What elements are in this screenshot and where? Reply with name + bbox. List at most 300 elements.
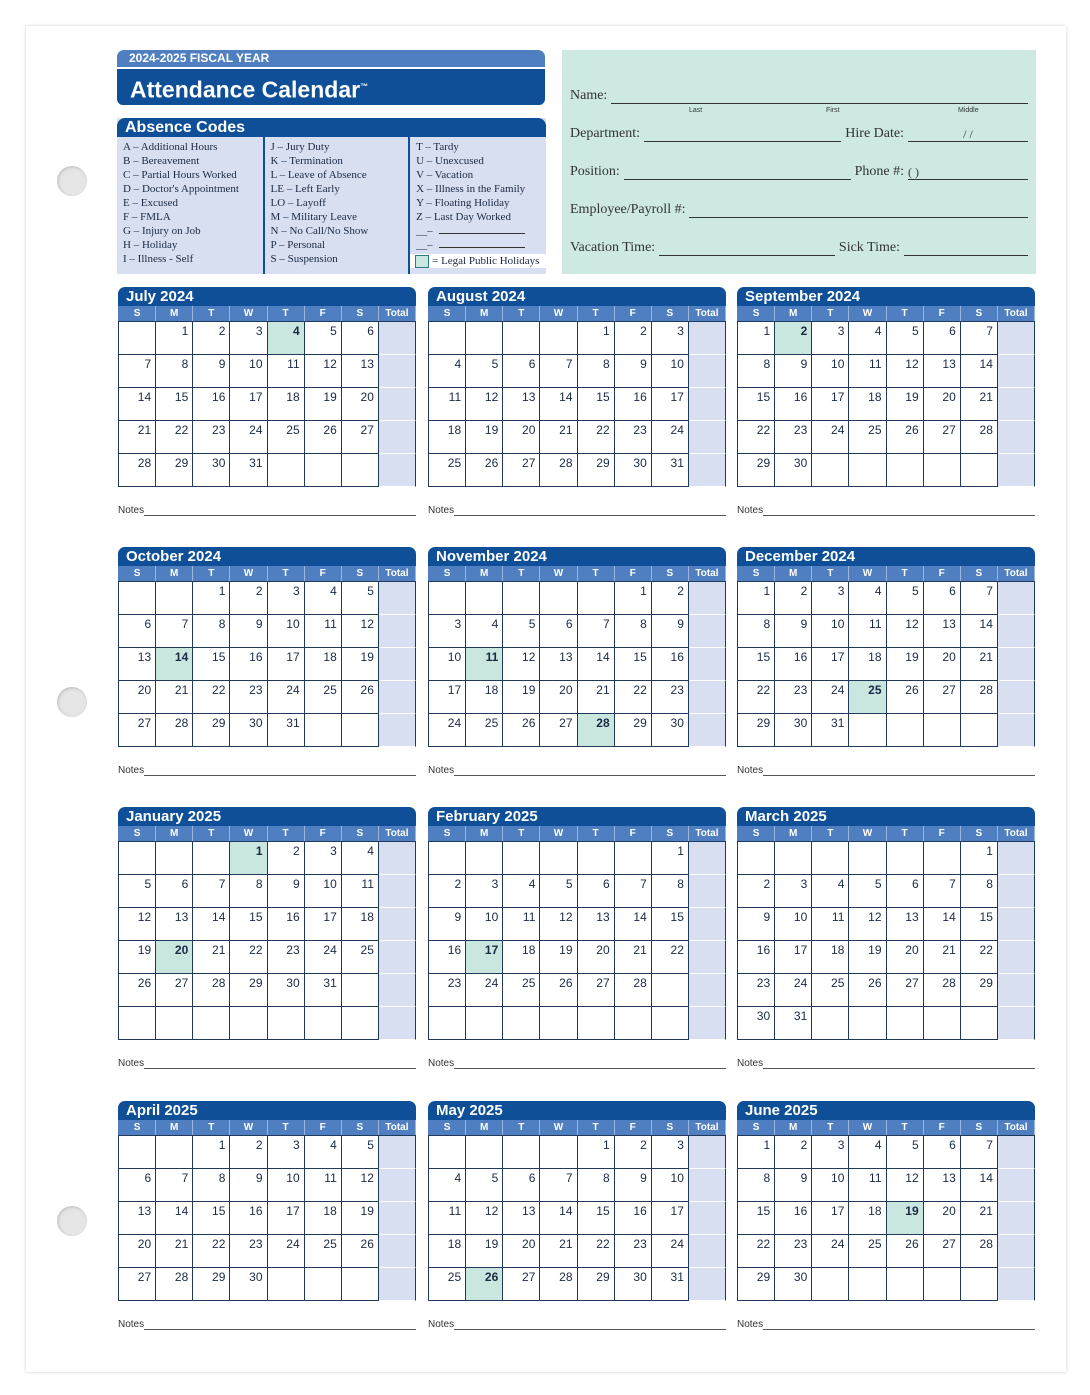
day-cell[interactable]: 16 [775,1202,812,1235]
day-cell[interactable]: 19 [540,941,577,974]
week-total-cell[interactable] [689,648,726,681]
position-field[interactable] [624,165,851,180]
day-cell[interactable]: 27 [503,454,540,487]
day-cell[interactable]: 22 [156,421,193,454]
day-cell[interactable]: 22 [738,681,775,714]
day-cell[interactable]: 25 [849,1235,886,1268]
empty-cell[interactable] [119,582,156,615]
empty-cell[interactable] [268,1268,305,1301]
day-cell[interactable]: 11 [849,615,886,648]
day-cell[interactable]: 30 [615,1268,652,1301]
day-cell[interactable]: 17 [429,681,466,714]
notes-line[interactable] [428,1319,726,1330]
day-cell[interactable]: 29 [578,454,615,487]
empty-cell[interactable] [342,974,379,1007]
day-cell[interactable]: 11 [305,1169,342,1202]
week-total-cell[interactable] [379,388,416,421]
day-cell[interactable]: 5 [305,322,342,355]
day-cell[interactable]: 23 [230,681,267,714]
holiday-day-cell[interactable]: 1 [230,842,267,875]
day-cell[interactable]: 20 [119,681,156,714]
empty-cell[interactable] [342,454,379,487]
day-cell[interactable]: 12 [119,908,156,941]
day-cell[interactable]: 7 [615,875,652,908]
day-cell[interactable]: 16 [738,941,775,974]
day-cell[interactable]: 3 [812,582,849,615]
day-cell[interactable]: 15 [738,1202,775,1235]
day-cell[interactable]: 13 [119,648,156,681]
day-cell[interactable]: 6 [924,1136,961,1169]
week-total-cell[interactable] [998,875,1035,908]
day-cell[interactable]: 31 [652,454,689,487]
day-cell[interactable]: 7 [924,875,961,908]
empty-cell[interactable] [466,1007,503,1040]
day-cell[interactable]: 26 [540,974,577,1007]
day-cell[interactable]: 13 [503,1202,540,1235]
day-cell[interactable]: 5 [503,615,540,648]
week-total-cell[interactable] [379,322,416,355]
week-total-cell[interactable] [998,454,1035,487]
week-total-cell[interactable] [379,421,416,454]
week-total-cell[interactable] [998,421,1035,454]
hire-date-field[interactable]: / / [908,127,1028,142]
empty-cell[interactable] [119,1136,156,1169]
day-cell[interactable]: 16 [615,1202,652,1235]
week-total-cell[interactable] [689,1169,726,1202]
day-cell[interactable]: 1 [652,842,689,875]
week-total-cell[interactable] [689,1268,726,1301]
week-total-cell[interactable] [998,1202,1035,1235]
day-cell[interactable]: 29 [738,714,775,747]
notes-line[interactable] [737,1058,1035,1069]
day-cell[interactable]: 31 [268,714,305,747]
empty-cell[interactable] [429,1007,466,1040]
notes-line[interactable] [118,1319,416,1330]
day-cell[interactable]: 27 [540,714,577,747]
day-cell[interactable]: 18 [812,941,849,974]
empty-cell[interactable] [615,1007,652,1040]
day-cell[interactable]: 10 [230,355,267,388]
day-cell[interactable]: 30 [775,454,812,487]
empty-cell[interactable] [738,842,775,875]
day-cell[interactable]: 28 [193,974,230,1007]
day-cell[interactable]: 17 [775,941,812,974]
day-cell[interactable]: 25 [268,421,305,454]
empty-cell[interactable] [652,974,689,1007]
day-cell[interactable]: 8 [652,875,689,908]
week-total-cell[interactable] [998,648,1035,681]
day-cell[interactable]: 14 [119,388,156,421]
week-total-cell[interactable] [689,908,726,941]
day-cell[interactable]: 10 [305,875,342,908]
day-cell[interactable]: 13 [503,388,540,421]
phone-field[interactable]: ( ) [908,165,1028,180]
week-total-cell[interactable] [379,615,416,648]
day-cell[interactable]: 28 [924,974,961,1007]
day-cell[interactable]: 14 [578,648,615,681]
day-cell[interactable]: 28 [119,454,156,487]
day-cell[interactable]: 20 [503,1235,540,1268]
day-cell[interactable]: 1 [156,322,193,355]
day-cell[interactable]: 18 [342,908,379,941]
day-cell[interactable]: 2 [429,875,466,908]
day-cell[interactable]: 18 [429,1235,466,1268]
empty-cell[interactable] [849,842,886,875]
day-cell[interactable]: 19 [342,1202,379,1235]
week-total-cell[interactable] [689,615,726,648]
week-total-cell[interactable] [689,714,726,747]
day-cell[interactable]: 26 [305,421,342,454]
empty-cell[interactable] [540,582,577,615]
empty-cell[interactable] [503,842,540,875]
day-cell[interactable]: 6 [119,1169,156,1202]
empty-cell[interactable] [961,454,998,487]
day-cell[interactable]: 9 [193,355,230,388]
day-cell[interactable]: 21 [924,941,961,974]
day-cell[interactable]: 27 [342,421,379,454]
day-cell[interactable]: 20 [887,941,924,974]
day-cell[interactable]: 20 [503,421,540,454]
notes-field[interactable] [763,765,1035,776]
day-cell[interactable]: 3 [812,322,849,355]
day-cell[interactable]: 6 [503,1169,540,1202]
notes-line[interactable] [737,765,1035,776]
day-cell[interactable]: 18 [503,941,540,974]
holiday-day-cell[interactable]: 14 [156,648,193,681]
empty-cell[interactable] [578,582,615,615]
day-cell[interactable]: 21 [193,941,230,974]
day-cell[interactable]: 31 [230,454,267,487]
empty-cell[interactable] [924,842,961,875]
day-cell[interactable]: 26 [887,681,924,714]
day-cell[interactable]: 4 [812,875,849,908]
notes-field[interactable] [144,505,416,516]
day-cell[interactable]: 27 [503,1268,540,1301]
day-cell[interactable]: 28 [961,421,998,454]
day-cell[interactable]: 25 [342,941,379,974]
day-cell[interactable]: 29 [961,974,998,1007]
day-cell[interactable]: 19 [849,941,886,974]
week-total-cell[interactable] [689,355,726,388]
day-cell[interactable]: 10 [652,355,689,388]
empty-cell[interactable] [849,714,886,747]
day-cell[interactable]: 13 [924,615,961,648]
empty-cell[interactable] [305,1268,342,1301]
empty-cell[interactable] [466,322,503,355]
day-cell[interactable]: 14 [540,388,577,421]
day-cell[interactable]: 23 [193,421,230,454]
week-total-cell[interactable] [998,908,1035,941]
day-cell[interactable]: 15 [578,388,615,421]
week-total-cell[interactable] [998,941,1035,974]
day-cell[interactable]: 12 [466,1202,503,1235]
day-cell[interactable]: 23 [775,421,812,454]
day-cell[interactable]: 2 [775,582,812,615]
week-total-cell[interactable] [689,421,726,454]
day-cell[interactable]: 12 [342,1169,379,1202]
day-cell[interactable]: 27 [156,974,193,1007]
day-cell[interactable]: 6 [924,582,961,615]
notes-field[interactable] [454,1319,726,1330]
day-cell[interactable]: 17 [812,648,849,681]
day-cell[interactable]: 31 [775,1007,812,1040]
custom-code-blank[interactable] [416,238,546,252]
day-cell[interactable]: 15 [615,648,652,681]
day-cell[interactable]: 7 [540,1169,577,1202]
empty-cell[interactable] [193,1007,230,1040]
day-cell[interactable]: 27 [119,714,156,747]
holiday-day-cell[interactable]: 28 [578,714,615,747]
day-cell[interactable]: 24 [775,974,812,1007]
day-cell[interactable]: 3 [429,615,466,648]
day-cell[interactable]: 3 [305,842,342,875]
day-cell[interactable]: 1 [578,322,615,355]
week-total-cell[interactable] [689,974,726,1007]
name-field[interactable] [611,89,1028,104]
day-cell[interactable]: 21 [540,1235,577,1268]
day-cell[interactable]: 29 [156,454,193,487]
day-cell[interactable]: 7 [119,355,156,388]
empty-cell[interactable] [812,454,849,487]
day-cell[interactable]: 1 [193,582,230,615]
empty-cell[interactable] [429,582,466,615]
day-cell[interactable]: 8 [738,1169,775,1202]
day-cell[interactable]: 5 [887,322,924,355]
holiday-day-cell[interactable]: 11 [466,648,503,681]
notes-field[interactable] [763,505,1035,516]
holiday-day-cell[interactable]: 25 [849,681,886,714]
notes-field[interactable] [763,1058,1035,1069]
day-cell[interactable]: 22 [961,941,998,974]
day-cell[interactable]: 6 [119,615,156,648]
day-cell[interactable]: 9 [615,1169,652,1202]
day-cell[interactable]: 14 [540,1202,577,1235]
week-total-cell[interactable] [379,681,416,714]
empty-cell[interactable] [924,714,961,747]
week-total-cell[interactable] [379,974,416,1007]
week-total-cell[interactable] [689,1136,726,1169]
day-cell[interactable]: 17 [230,388,267,421]
day-cell[interactable]: 27 [924,1235,961,1268]
day-cell[interactable]: 10 [268,615,305,648]
vacation-field[interactable] [659,241,835,256]
day-cell[interactable]: 2 [615,1136,652,1169]
day-cell[interactable]: 21 [119,421,156,454]
day-cell[interactable]: 15 [738,648,775,681]
day-cell[interactable]: 20 [578,941,615,974]
day-cell[interactable]: 18 [268,388,305,421]
day-cell[interactable]: 24 [812,1235,849,1268]
day-cell[interactable]: 23 [775,1235,812,1268]
day-cell[interactable]: 14 [961,615,998,648]
day-cell[interactable]: 16 [429,941,466,974]
day-cell[interactable]: 14 [193,908,230,941]
day-cell[interactable]: 29 [578,1268,615,1301]
empty-cell[interactable] [342,1268,379,1301]
day-cell[interactable]: 21 [540,421,577,454]
day-cell[interactable]: 31 [305,974,342,1007]
day-cell[interactable]: 12 [540,908,577,941]
empty-cell[interactable] [887,1007,924,1040]
day-cell[interactable]: 3 [466,875,503,908]
day-cell[interactable]: 15 [156,388,193,421]
day-cell[interactable]: 8 [961,875,998,908]
day-cell[interactable]: 15 [578,1202,615,1235]
day-cell[interactable]: 9 [775,355,812,388]
day-cell[interactable]: 30 [230,1268,267,1301]
day-cell[interactable]: 29 [738,454,775,487]
day-cell[interactable]: 8 [193,615,230,648]
week-total-cell[interactable] [998,1007,1035,1040]
day-cell[interactable]: 13 [578,908,615,941]
day-cell[interactable]: 27 [578,974,615,1007]
day-cell[interactable]: 23 [775,681,812,714]
week-total-cell[interactable] [379,355,416,388]
day-cell[interactable]: 28 [961,681,998,714]
day-cell[interactable]: 11 [849,355,886,388]
day-cell[interactable]: 2 [268,842,305,875]
day-cell[interactable]: 21 [961,648,998,681]
notes-line[interactable] [118,765,416,776]
day-cell[interactable]: 5 [887,1136,924,1169]
day-cell[interactable]: 9 [268,875,305,908]
empty-cell[interactable] [961,1268,998,1301]
week-total-cell[interactable] [689,454,726,487]
day-cell[interactable]: 1 [738,1136,775,1169]
day-cell[interactable]: 21 [961,388,998,421]
day-cell[interactable]: 14 [961,1169,998,1202]
day-cell[interactable]: 25 [429,1268,466,1301]
day-cell[interactable]: 24 [652,1235,689,1268]
week-total-cell[interactable] [998,1136,1035,1169]
day-cell[interactable]: 17 [812,1202,849,1235]
day-cell[interactable]: 29 [193,1268,230,1301]
notes-field[interactable] [454,765,726,776]
day-cell[interactable]: 24 [268,681,305,714]
empty-cell[interactable] [578,842,615,875]
day-cell[interactable]: 26 [849,974,886,1007]
day-cell[interactable]: 24 [466,974,503,1007]
day-cell[interactable]: 1 [193,1136,230,1169]
empty-cell[interactable] [849,454,886,487]
empty-cell[interactable] [305,714,342,747]
empty-cell[interactable] [887,1268,924,1301]
empty-cell[interactable] [540,322,577,355]
day-cell[interactable]: 16 [615,388,652,421]
day-cell[interactable]: 9 [230,615,267,648]
day-cell[interactable]: 10 [775,908,812,941]
day-cell[interactable]: 26 [503,714,540,747]
day-cell[interactable]: 20 [540,681,577,714]
day-cell[interactable]: 25 [503,974,540,1007]
day-cell[interactable]: 18 [466,681,503,714]
empty-cell[interactable] [305,454,342,487]
day-cell[interactable]: 19 [466,421,503,454]
day-cell[interactable]: 11 [342,875,379,908]
day-cell[interactable]: 3 [812,1136,849,1169]
day-cell[interactable]: 2 [652,582,689,615]
day-cell[interactable]: 8 [615,615,652,648]
day-cell[interactable]: 17 [812,388,849,421]
empty-cell[interactable] [849,1268,886,1301]
day-cell[interactable]: 22 [193,1235,230,1268]
day-cell[interactable]: 3 [268,1136,305,1169]
day-cell[interactable]: 9 [615,355,652,388]
notes-field[interactable] [763,1319,1035,1330]
day-cell[interactable]: 1 [961,842,998,875]
day-cell[interactable]: 16 [268,908,305,941]
empty-cell[interactable] [230,1007,267,1040]
day-cell[interactable]: 9 [775,615,812,648]
empty-cell[interactable] [342,1007,379,1040]
day-cell[interactable]: 18 [849,388,886,421]
day-cell[interactable]: 1 [615,582,652,615]
day-cell[interactable]: 5 [540,875,577,908]
week-total-cell[interactable] [379,1268,416,1301]
day-cell[interactable]: 15 [961,908,998,941]
empty-cell[interactable] [429,842,466,875]
day-cell[interactable]: 12 [466,388,503,421]
day-cell[interactable]: 29 [738,1268,775,1301]
week-total-cell[interactable] [998,582,1035,615]
day-cell[interactable]: 27 [924,421,961,454]
day-cell[interactable]: 14 [615,908,652,941]
empty-cell[interactable] [268,454,305,487]
day-cell[interactable]: 19 [887,388,924,421]
holiday-day-cell[interactable]: 17 [466,941,503,974]
week-total-cell[interactable] [379,1169,416,1202]
notes-field[interactable] [454,1058,726,1069]
empty-cell[interactable] [887,714,924,747]
day-cell[interactable]: 10 [812,615,849,648]
day-cell[interactable]: 3 [652,322,689,355]
day-cell[interactable]: 16 [193,388,230,421]
week-total-cell[interactable] [689,941,726,974]
day-cell[interactable]: 24 [812,681,849,714]
day-cell[interactable]: 11 [429,388,466,421]
empty-cell[interactable] [652,1007,689,1040]
day-cell[interactable]: 17 [305,908,342,941]
notes-field[interactable] [144,1319,416,1330]
day-cell[interactable]: 2 [615,322,652,355]
day-cell[interactable]: 30 [268,974,305,1007]
day-cell[interactable]: 21 [961,1202,998,1235]
day-cell[interactable]: 7 [193,875,230,908]
empty-cell[interactable] [924,1268,961,1301]
day-cell[interactable]: 31 [812,714,849,747]
day-cell[interactable]: 19 [342,648,379,681]
day-cell[interactable]: 26 [887,421,924,454]
day-cell[interactable]: 1 [738,322,775,355]
day-cell[interactable]: 3 [230,322,267,355]
day-cell[interactable]: 23 [615,421,652,454]
empty-cell[interactable] [775,842,812,875]
day-cell[interactable]: 17 [268,1202,305,1235]
day-cell[interactable]: 29 [230,974,267,1007]
day-cell[interactable]: 10 [652,1169,689,1202]
day-cell[interactable]: 4 [466,615,503,648]
empty-cell[interactable] [466,582,503,615]
day-cell[interactable]: 21 [156,681,193,714]
day-cell[interactable]: 26 [342,681,379,714]
day-cell[interactable]: 22 [738,1235,775,1268]
week-total-cell[interactable] [379,1007,416,1040]
day-cell[interactable]: 13 [156,908,193,941]
day-cell[interactable]: 2 [775,1136,812,1169]
day-cell[interactable]: 17 [652,1202,689,1235]
day-cell[interactable]: 6 [503,355,540,388]
day-cell[interactable]: 8 [578,355,615,388]
